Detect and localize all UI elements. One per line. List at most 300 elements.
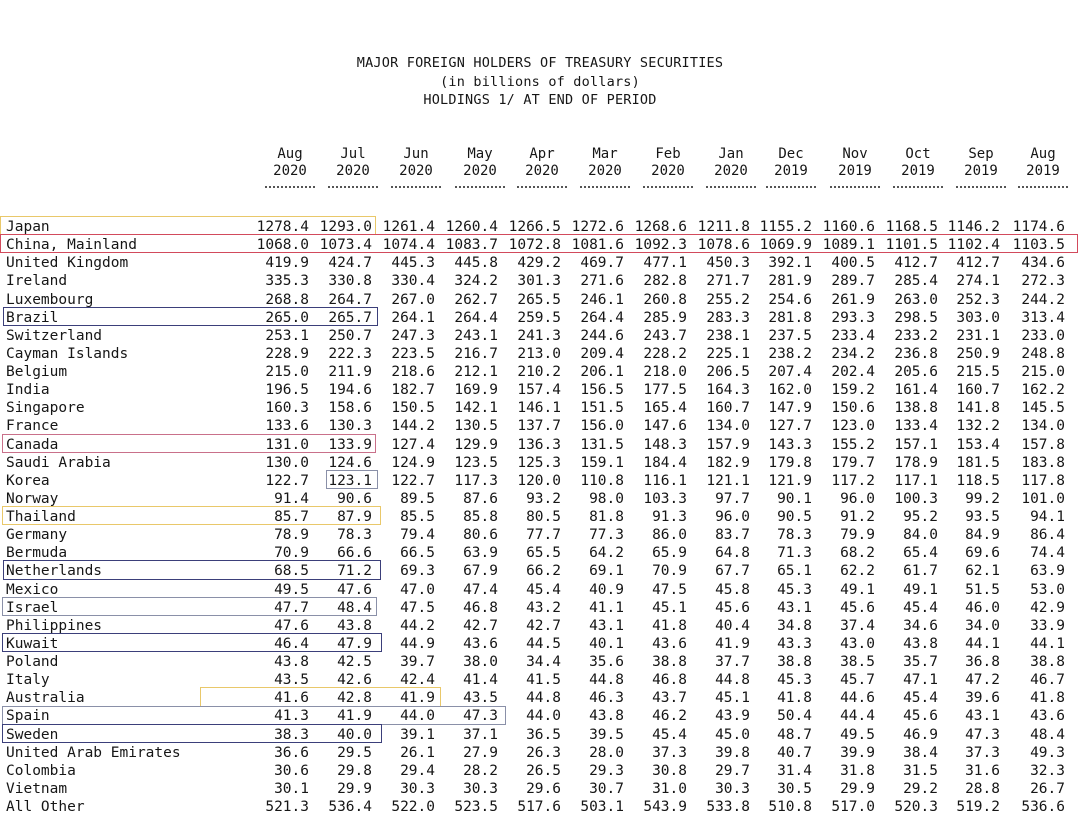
holding-value: 153.4 (956, 436, 1000, 453)
holding-value: 35.7 (903, 654, 938, 670)
holding-value: 179.7 (831, 454, 875, 471)
holding-value: 61.7 (903, 563, 938, 580)
holding-value: 34.4 (526, 654, 561, 670)
holding-value: 47.5 (400, 599, 435, 616)
holding-value: 48.4 (337, 599, 372, 616)
holding-value: 45.4 (903, 599, 938, 616)
holding-value: 271.6 (580, 273, 624, 290)
country-name: Vietnam (6, 780, 68, 797)
column-underline (766, 186, 816, 188)
column-month: Sep (968, 146, 994, 162)
holding-value: 49.5 (840, 726, 875, 743)
table-row (0, 544, 1080, 562)
holding-value: 222.3 (328, 345, 372, 362)
table-row (0, 617, 1080, 635)
holding-value: 136.3 (517, 436, 561, 453)
column-underline (706, 186, 756, 188)
holding-value: 241.3 (517, 327, 561, 344)
holding-value: 434.6 (1021, 255, 1065, 272)
table-row (0, 599, 1080, 617)
holding-value: 35.6 (589, 654, 624, 670)
holding-value: 53.0 (1030, 581, 1065, 598)
holding-value: 1078.6 (697, 237, 750, 254)
holding-value: 237.5 (768, 327, 812, 344)
column-header (262, 146, 318, 188)
holding-value: 90.5 (777, 509, 812, 525)
column-month: May (467, 146, 493, 162)
holding-value: 47.1 (903, 672, 938, 689)
holding-value: 159.2 (831, 382, 875, 399)
table-row (0, 762, 1080, 780)
holding-value: 47.4 (463, 581, 498, 598)
holding-value: 533.8 (706, 799, 750, 815)
holding-value: 223.5 (391, 345, 435, 362)
holding-value: 36.6 (274, 744, 309, 761)
holding-value: 283.3 (706, 309, 750, 326)
holding-value: 303.0 (956, 309, 1000, 326)
holding-value: 43.5 (274, 672, 309, 689)
holding-value: 122.7 (391, 472, 435, 489)
country-name: Poland (6, 654, 59, 670)
holding-value: 215.0 (265, 364, 309, 380)
column-month: Feb (655, 146, 681, 162)
table-row (0, 218, 1080, 236)
holding-value: 30.1 (274, 780, 309, 797)
holding-value: 183.8 (1021, 454, 1065, 471)
holding-value: 205.6 (894, 364, 938, 380)
column-header (953, 146, 1009, 188)
table-row (0, 417, 1080, 435)
country-name: India (6, 382, 50, 399)
holding-value: 160.7 (956, 382, 1000, 399)
holding-value: 41.8 (777, 690, 812, 707)
holding-value: 117.2 (831, 472, 875, 489)
holding-value: 246.1 (580, 291, 624, 308)
holding-value: 65.5 (526, 545, 561, 562)
holding-value: 38.5 (840, 654, 875, 670)
holding-value: 45.3 (777, 581, 812, 598)
column-header (325, 146, 381, 188)
holding-value: 122.7 (265, 472, 309, 489)
holding-value: 36.5 (526, 726, 561, 743)
holding-value: 70.9 (274, 545, 309, 562)
holding-value: 143.3 (768, 436, 812, 453)
column-year: 2020 (463, 163, 497, 179)
holding-value: 45.4 (903, 690, 938, 707)
column-underline (517, 186, 567, 188)
holding-value: 68.5 (274, 563, 309, 580)
holding-value: 26.5 (526, 762, 561, 779)
holding-value: 264.7 (328, 291, 372, 308)
holding-value: 47.9 (337, 635, 372, 652)
holding-value: 87.9 (337, 509, 372, 525)
holding-value: 233.4 (831, 327, 875, 344)
holding-value: 29.4 (400, 762, 435, 779)
holding-value: 69.1 (589, 563, 624, 580)
holding-value: 211.9 (328, 364, 372, 380)
holding-value: 43.2 (526, 599, 561, 616)
holding-value: 91.3 (652, 509, 687, 525)
holding-value: 131.5 (580, 436, 624, 453)
column-month: Oct (905, 146, 931, 162)
holding-value: 38.3 (274, 726, 309, 743)
holding-value: 51.5 (965, 581, 1000, 598)
holding-value: 31.0 (652, 780, 687, 797)
column-header (703, 146, 759, 188)
country-name: Thailand (6, 509, 76, 525)
holding-value: 64.8 (715, 545, 750, 562)
holding-value: 65.4 (903, 545, 938, 562)
holding-value: 85.7 (274, 509, 309, 525)
holding-value: 45.0 (715, 726, 750, 743)
holding-value: 41.8 (1030, 690, 1065, 707)
holding-value: 1211.8 (697, 219, 750, 235)
holding-value: 521.3 (265, 799, 309, 815)
holding-value: 69.3 (400, 563, 435, 580)
holding-value: 137.7 (517, 418, 561, 435)
holding-value: 212.1 (454, 364, 498, 380)
holding-value: 519.2 (956, 799, 1000, 815)
holding-value: 247.3 (391, 327, 435, 344)
holdings-table (0, 218, 1080, 816)
column-underline (580, 186, 630, 188)
holding-value: 267.0 (391, 291, 435, 308)
holding-value: 69.6 (965, 545, 1000, 562)
holding-value: 225.1 (706, 345, 750, 362)
holding-value: 47.3 (965, 726, 1000, 743)
holding-value: 37.3 (652, 744, 687, 761)
holding-value: 44.0 (526, 708, 561, 725)
holding-value: 43.1 (965, 708, 1000, 725)
holding-value: 157.9 (706, 436, 750, 453)
holding-value: 37.7 (715, 654, 750, 670)
holding-value: 160.7 (706, 400, 750, 417)
table-row (0, 526, 1080, 544)
holding-value: 45.7 (840, 672, 875, 689)
holding-value: 41.6 (274, 690, 309, 707)
holding-value: 265.0 (265, 309, 309, 326)
column-underline (956, 186, 1006, 188)
table-row (0, 581, 1080, 599)
holding-value: 30.6 (274, 762, 309, 779)
holding-value: 46.8 (652, 672, 687, 689)
column-month: Aug (277, 146, 303, 162)
holding-value: 138.8 (894, 400, 938, 417)
holding-value: 123.5 (454, 454, 498, 471)
country-name: Italy (6, 672, 50, 689)
holding-value: 253.1 (265, 327, 309, 344)
holding-value: 43.6 (463, 635, 498, 652)
country-name: United Arab Emirates (6, 744, 181, 761)
column-year: 2020 (525, 163, 559, 179)
holding-value: 429.2 (517, 255, 561, 272)
holding-value: 215.0 (1021, 364, 1065, 380)
holding-value: 132.2 (956, 418, 1000, 435)
holding-value: 124.9 (391, 454, 435, 471)
holding-value: 1146.2 (947, 219, 1000, 235)
holding-value: 156.5 (580, 382, 624, 399)
holding-value: 70.9 (652, 563, 687, 580)
holding-value: 121.1 (706, 472, 750, 489)
holding-value: 96.0 (840, 490, 875, 507)
holding-value: 165.4 (643, 400, 687, 417)
column-month: Jan (718, 146, 744, 162)
holding-value: 93.5 (965, 509, 1000, 525)
holding-value: 43.0 (840, 635, 875, 652)
holding-value: 68.2 (840, 545, 875, 562)
holding-value: 164.3 (706, 382, 750, 399)
holding-value: 1072.8 (508, 237, 561, 254)
column-year: 2020 (336, 163, 370, 179)
holding-value: 98.0 (589, 490, 624, 507)
holding-value: 42.5 (337, 654, 372, 670)
holding-value: 43.8 (903, 635, 938, 652)
holding-value: 67.7 (715, 563, 750, 580)
holding-value: 83.7 (715, 527, 750, 544)
holding-value: 93.2 (526, 490, 561, 507)
holding-value: 209.4 (580, 345, 624, 362)
column-year: 2020 (399, 163, 433, 179)
country-name: Ireland (6, 273, 68, 290)
holding-value: 116.1 (643, 472, 687, 489)
holding-value: 47.0 (400, 581, 435, 598)
holding-value: 80.6 (463, 527, 498, 544)
holding-value: 48.7 (777, 726, 812, 743)
holding-value: 31.4 (777, 762, 812, 779)
holding-value: 29.5 (337, 744, 372, 761)
report-header (0, 54, 1080, 110)
holding-value: 41.3 (274, 708, 309, 725)
holding-value: 134.0 (706, 418, 750, 435)
holding-value: 259.5 (517, 309, 561, 326)
holding-value: 100.3 (894, 490, 938, 507)
holding-value: 46.8 (463, 599, 498, 616)
holding-value: 40.1 (589, 635, 624, 652)
holding-value: 87.6 (463, 490, 498, 507)
holding-value: 236.8 (894, 345, 938, 362)
holding-value: 1260.4 (445, 219, 498, 235)
holding-value: 1293.0 (319, 219, 372, 235)
column-header (452, 146, 508, 188)
holding-value: 218.0 (643, 364, 687, 380)
holding-value: 90.6 (337, 490, 372, 507)
holding-value: 91.4 (274, 490, 309, 507)
holding-value: 216.7 (454, 345, 498, 362)
holding-value: 234.2 (831, 345, 875, 362)
holding-value: 43.6 (1030, 708, 1065, 725)
holding-value: 71.3 (777, 545, 812, 562)
report-subtitle: HOLDINGS 1/ AT END OF PERIOD (423, 92, 657, 108)
holding-value: 144.2 (391, 418, 435, 435)
holding-value: 34.8 (777, 617, 812, 634)
holding-value: 45.6 (715, 599, 750, 616)
column-underline (391, 186, 441, 188)
holding-value: 64.2 (589, 545, 624, 562)
country-name: Cayman Islands (6, 345, 129, 362)
holding-value: 101.0 (1021, 490, 1065, 507)
holding-value: 282.8 (643, 273, 687, 290)
table-row (0, 780, 1080, 798)
country-name: Canada (6, 436, 59, 453)
holding-value: 194.6 (328, 382, 372, 399)
holding-value: 182.7 (391, 382, 435, 399)
holding-value: 43.8 (589, 708, 624, 725)
holding-value: 84.0 (903, 527, 938, 544)
holding-value: 43.7 (652, 690, 687, 707)
column-year: 2020 (651, 163, 685, 179)
holding-value: 155.2 (831, 436, 875, 453)
country-name: Luxembourg (6, 291, 94, 308)
holding-value: 43.5 (463, 690, 498, 707)
holding-value: 41.9 (337, 708, 372, 725)
holding-value: 41.8 (652, 617, 687, 634)
country-name: Australia (6, 690, 85, 707)
holding-value: 228.2 (643, 345, 687, 362)
column-header (388, 146, 444, 188)
column-month: Aug (1030, 146, 1056, 162)
column-month: Jul (340, 146, 366, 162)
column-year: 2019 (964, 163, 998, 179)
holding-value: 1103.5 (1012, 237, 1065, 254)
holding-value: 147.6 (643, 418, 687, 435)
holding-value: 29.7 (715, 762, 750, 779)
holding-value: 46.2 (652, 708, 687, 725)
holding-value: 162.0 (768, 382, 812, 399)
holding-value: 289.7 (831, 273, 875, 290)
column-year: 2019 (901, 163, 935, 179)
holding-value: 1272.6 (571, 219, 624, 235)
holding-value: 412.7 (956, 255, 1000, 272)
holding-value: 1083.7 (445, 237, 498, 254)
table-row (0, 562, 1080, 580)
holding-value: 159.1 (580, 454, 624, 471)
table-row (0, 381, 1080, 399)
holding-value: 536.6 (1021, 799, 1065, 815)
holding-value: 298.5 (894, 309, 938, 326)
holding-value: 42.9 (1030, 599, 1065, 616)
table-row (0, 291, 1080, 309)
table-row (0, 653, 1080, 671)
holding-value: 45.8 (715, 581, 750, 598)
holding-value: 134.0 (1021, 418, 1065, 435)
holding-value: 450.3 (706, 255, 750, 272)
country-name: Switzerland (6, 327, 103, 344)
holding-value: 412.7 (894, 255, 938, 272)
holding-value: 1168.5 (885, 219, 938, 235)
holding-value: 49.5 (274, 581, 309, 598)
holding-value: 74.4 (1030, 545, 1065, 562)
holding-value: 31.5 (903, 762, 938, 779)
holding-value: 244.2 (1021, 291, 1065, 308)
holding-value: 43.1 (589, 617, 624, 634)
table-row (0, 399, 1080, 417)
column-underline (893, 186, 943, 188)
holding-value: 85.8 (463, 509, 498, 525)
holding-value: 96.0 (715, 509, 750, 525)
holding-value: 42.7 (463, 617, 498, 634)
holding-value: 158.6 (328, 400, 372, 417)
holding-value: 48.4 (1030, 726, 1065, 743)
holding-value: 1068.0 (256, 237, 309, 254)
column-year: 2020 (588, 163, 622, 179)
holding-value: 30.5 (777, 780, 812, 797)
holding-value: 79.4 (400, 527, 435, 544)
holding-value: 177.5 (643, 382, 687, 399)
holding-value: 31.6 (965, 762, 1000, 779)
holding-value: 231.1 (956, 327, 1000, 344)
holding-value: 117.3 (454, 472, 498, 489)
holding-value: 130.3 (328, 418, 372, 435)
holding-value: 86.4 (1030, 527, 1065, 544)
holding-value: 244.6 (580, 327, 624, 344)
holding-value: 66.2 (526, 563, 561, 580)
holding-value: 127.4 (391, 436, 435, 453)
holding-value: 78.9 (274, 527, 309, 544)
holding-value: 40.4 (715, 617, 750, 634)
holding-value: 79.9 (840, 527, 875, 544)
column-month: Nov (842, 146, 868, 162)
holding-value: 543.9 (643, 799, 687, 815)
holding-value: 129.9 (454, 436, 498, 453)
holding-value: 45.4 (652, 726, 687, 743)
country-name: Kuwait (6, 635, 59, 652)
holding-value: 43.9 (715, 708, 750, 725)
holding-value: 63.9 (463, 545, 498, 562)
holding-value: 445.8 (454, 255, 498, 272)
holding-value: 42.4 (400, 672, 435, 689)
holding-value: 250.7 (328, 327, 372, 344)
holding-value: 120.0 (517, 472, 561, 489)
column-header (577, 146, 633, 188)
table-row (0, 472, 1080, 490)
holding-value: 210.2 (517, 364, 561, 380)
column-month: Mar (592, 146, 618, 162)
holding-value: 45.6 (840, 599, 875, 616)
holding-value: 252.3 (956, 291, 1000, 308)
holding-value: 1081.6 (571, 237, 624, 254)
holding-value: 142.1 (454, 400, 498, 417)
holding-value: 133.9 (328, 436, 372, 453)
column-headers (0, 146, 1080, 192)
holding-value: 86.0 (652, 527, 687, 544)
country-name: Norway (6, 490, 59, 507)
holding-value: 157.1 (894, 436, 938, 453)
column-month: Apr (529, 146, 555, 162)
column-underline (265, 186, 315, 188)
column-month: Jun (403, 146, 429, 162)
holding-value: 44.8 (526, 690, 561, 707)
holding-value: 95.2 (903, 509, 938, 525)
holding-value: 43.3 (777, 635, 812, 652)
holding-value: 150.5 (391, 400, 435, 417)
holding-value: 36.8 (965, 654, 1000, 670)
holding-value: 65.1 (777, 563, 812, 580)
holding-value: 29.8 (337, 762, 372, 779)
holding-value: 34.6 (903, 617, 938, 634)
holding-value: 202.4 (831, 364, 875, 380)
holding-value: 179.8 (768, 454, 812, 471)
holding-value: 44.1 (1030, 635, 1065, 652)
holding-value: 34.0 (965, 617, 1000, 634)
holding-value: 71.2 (337, 563, 372, 580)
holding-value: 121.9 (768, 472, 812, 489)
holding-value: 130.5 (454, 418, 498, 435)
table-row (0, 345, 1080, 363)
holding-value: 47.7 (274, 599, 309, 616)
holding-value: 30.7 (589, 780, 624, 797)
holding-value: 62.2 (840, 563, 875, 580)
holding-value: 146.1 (517, 400, 561, 417)
